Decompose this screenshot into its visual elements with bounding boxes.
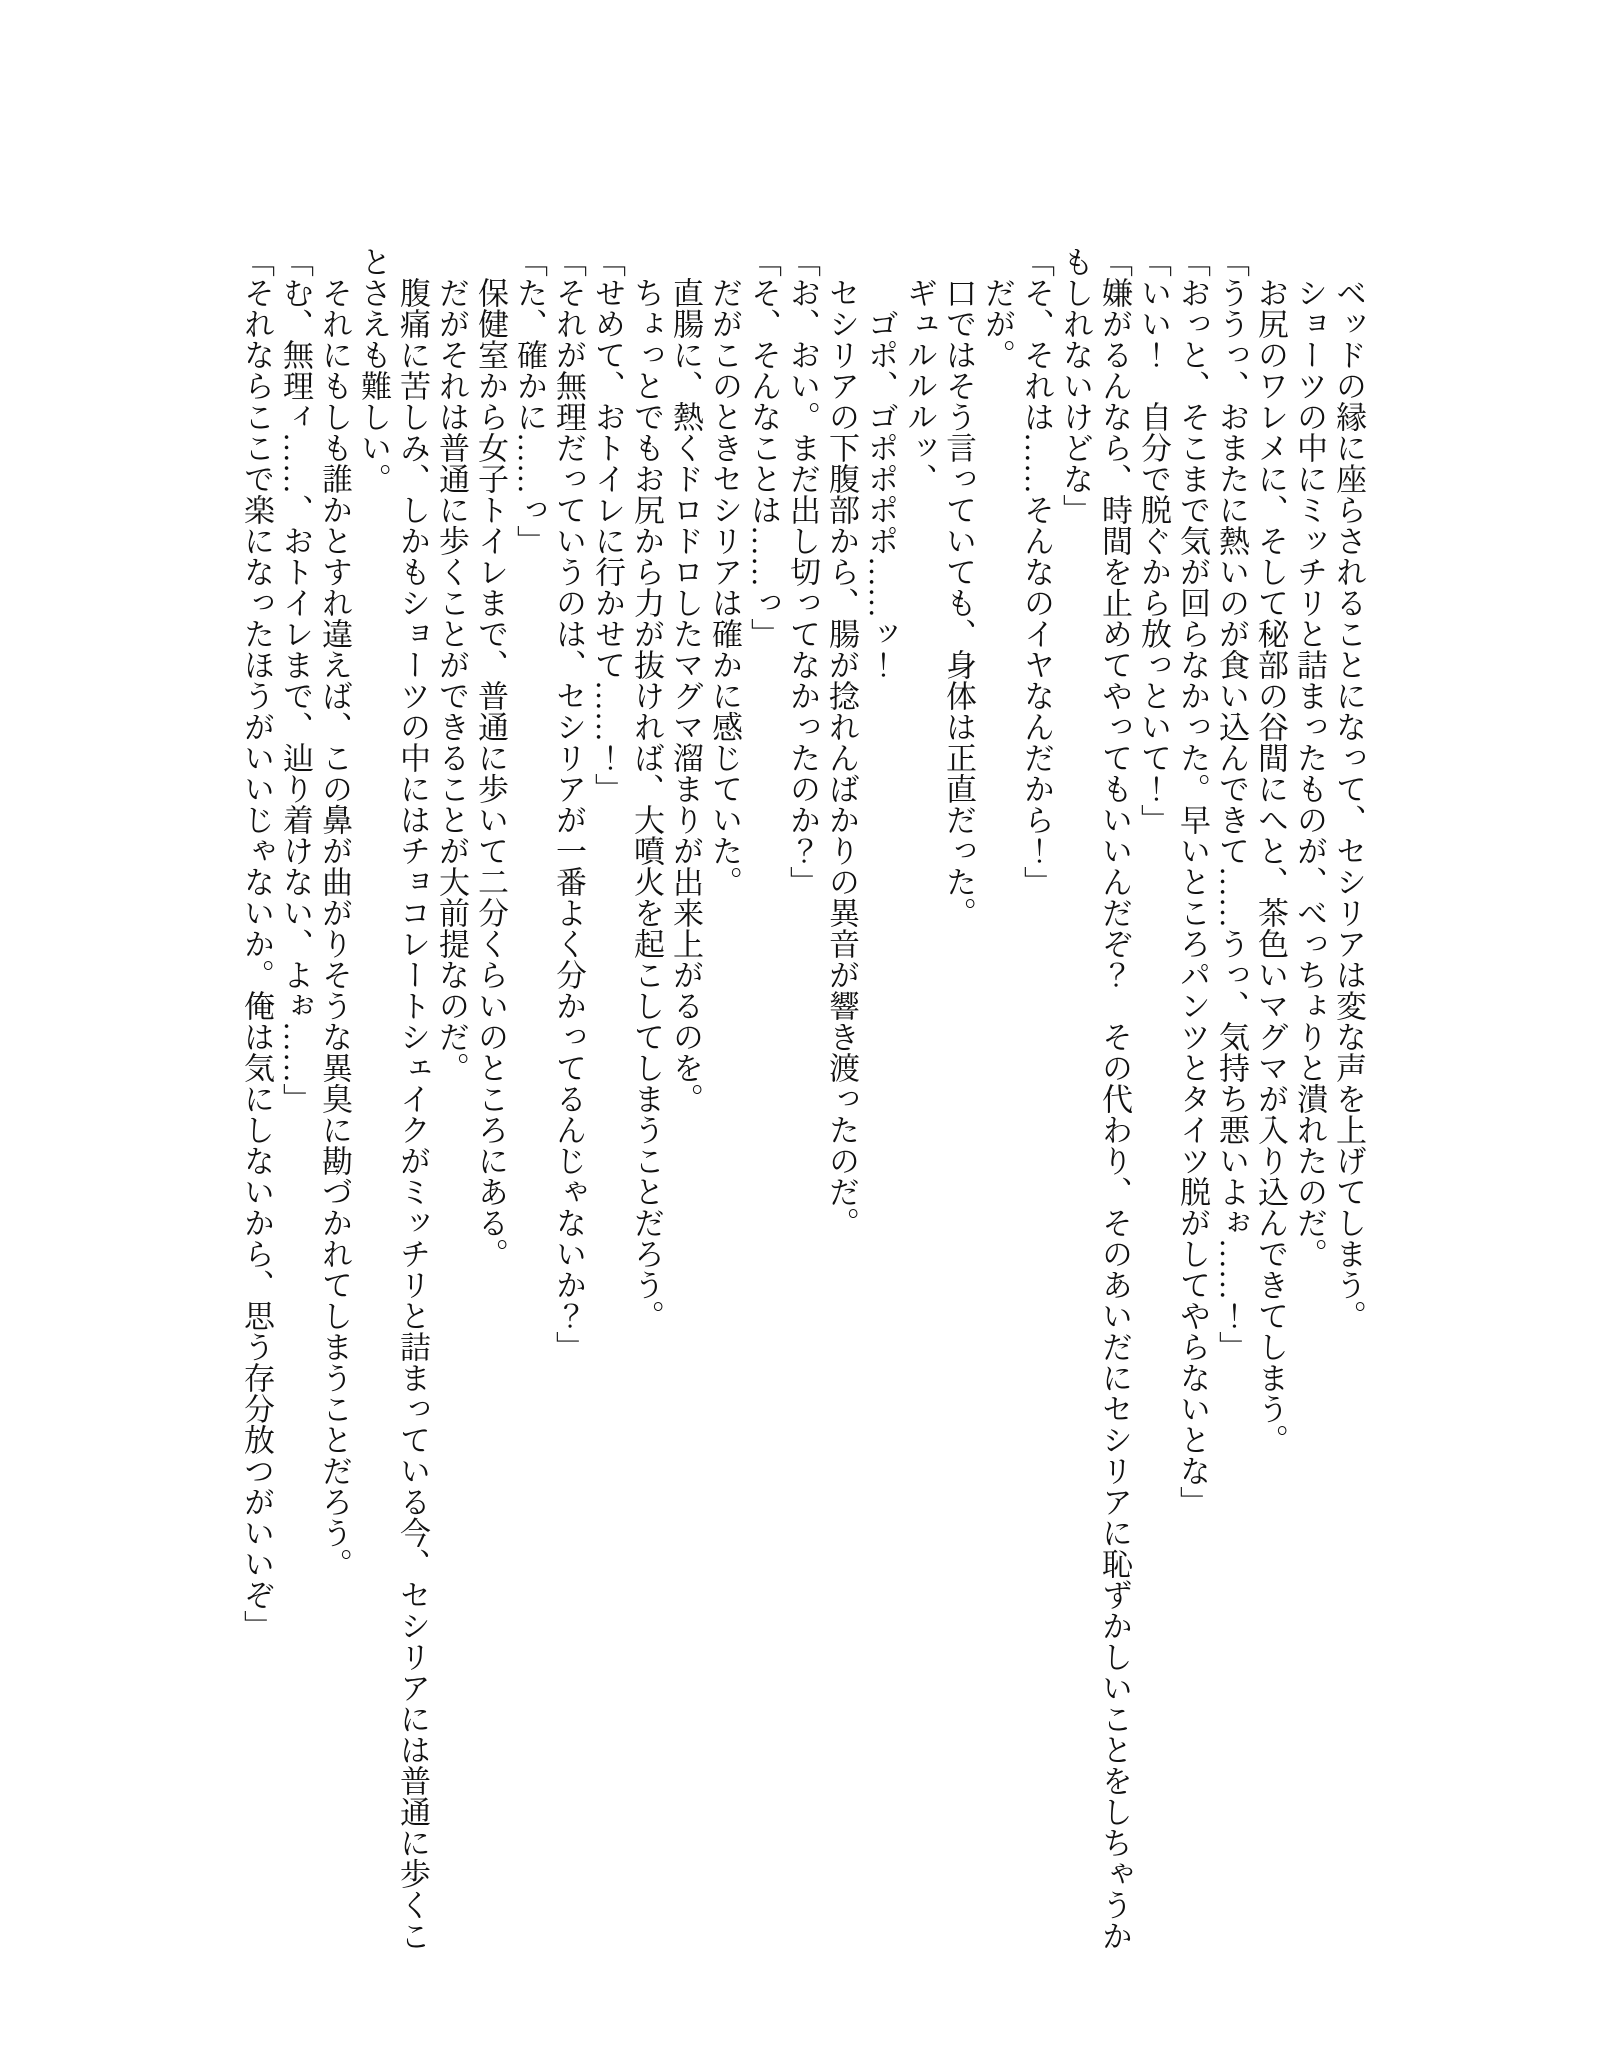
paragraph: ベッドの縁に座らされることになって、セシリアは変な声を上げてしまう。 (1331, 277, 1366, 1331)
paragraph-dialogue: 「た、確かに……っ」 (512, 246, 547, 556)
paragraph: お尻のワレメに、そして秘部の谷間にへと、茶色いマグマが入り込んできてしまう。 (1253, 277, 1288, 1455)
page-text-block (237, 246, 1368, 1951)
paragraph-dialogue: 「そ、そんなことは……っ」 (746, 246, 781, 649)
paragraph-dialogue: 「いい！ 自分で脱ぐから放っといて！」 (1136, 246, 1171, 835)
paragraph-dialogue: 「そ、それは……そんなのイヤなんだから！」 (1019, 246, 1054, 897)
paragraph: ちょっとでもお尻から力が抜ければ、大噴火を起こしてしまうことだろう。 (629, 277, 664, 1331)
paragraph: だが。 (980, 277, 1015, 370)
paragraph: 口ではそう言っていても、身体は正直だった。 (941, 277, 976, 928)
paragraph-dialogue: 「それならここで楽になったほうがいいじゃないか。俺は気にしないから、思う存分放つがいいぞ」 (239, 246, 274, 1641)
paragraph-dialogue: 「それが無理だっていうのは、セシリアが一番よく分かってるんじゃないか？」 (551, 246, 586, 1362)
paragraph: 保健室から女子トイレまで、普通に歩いて二分くらいのところにある。 (473, 277, 508, 1269)
paragraph: 直腸に、熱くドロドロしたマグマ溜まりが出来上がるのを。 (668, 277, 703, 1114)
paragraph: ショーツの中にミッチリと詰まったものが、べっちょりと潰れたのだ。 (1292, 277, 1327, 1269)
paragraph: セシリアの下腹部から、腸が捻れんばかりの異音が響き渡ったのだ。 (824, 277, 859, 1238)
paragraph-dialogue: 「せめて、おトイレに行かせて……！」 (590, 246, 625, 804)
paragraph: だがこのときセシリアは確かに感じていた。 (707, 277, 742, 897)
paragraph: ギュルルルッ、 (902, 277, 937, 494)
paragraph-sfx: ゴポ、ゴポポポポ……ッ！ (863, 308, 898, 680)
paragraph-dialogue: 「お、おい。まだ出し切ってなかったのか？」 (785, 246, 820, 897)
paragraph-dialogue: 「おっと、そこまで気が回らなかった。早いところパンツとタイツ脱がしてやらないとな」 (1175, 246, 1210, 1517)
paragraph-dialogue: 「む、無理ィ……、おトイレまで、辿り着けない、よぉ……」 (278, 246, 313, 1114)
paragraph: それにもしも誰かとすれ違えば、この鼻が曲がりそうな異臭に勘づかれてしまうことだろう。 (317, 277, 352, 1579)
paragraph-dialogue: 「ううっ、おまたに熱いのが食い込んできて……うっ、気持ち悪いよぉ……！」 (1214, 246, 1249, 1362)
paragraph: だがそれは普通に歩くことができることが大前提なのだ。 (434, 277, 469, 1083)
paragraph-dialogue: 「嫌がるんなら、時間を止めてやってもいいんだぞ？ その代わり、そのあいだにセシリアに恥ずかしいことをしちゃうかもしれないけどな」 (1058, 246, 1132, 1951)
paragraph: 腹痛に苦しみ、しかもショーツの中にはチョコレートシェイクがミッチリと詰まっている今、セシリアには普通に歩くことさえも難しい。 (356, 246, 430, 1951)
